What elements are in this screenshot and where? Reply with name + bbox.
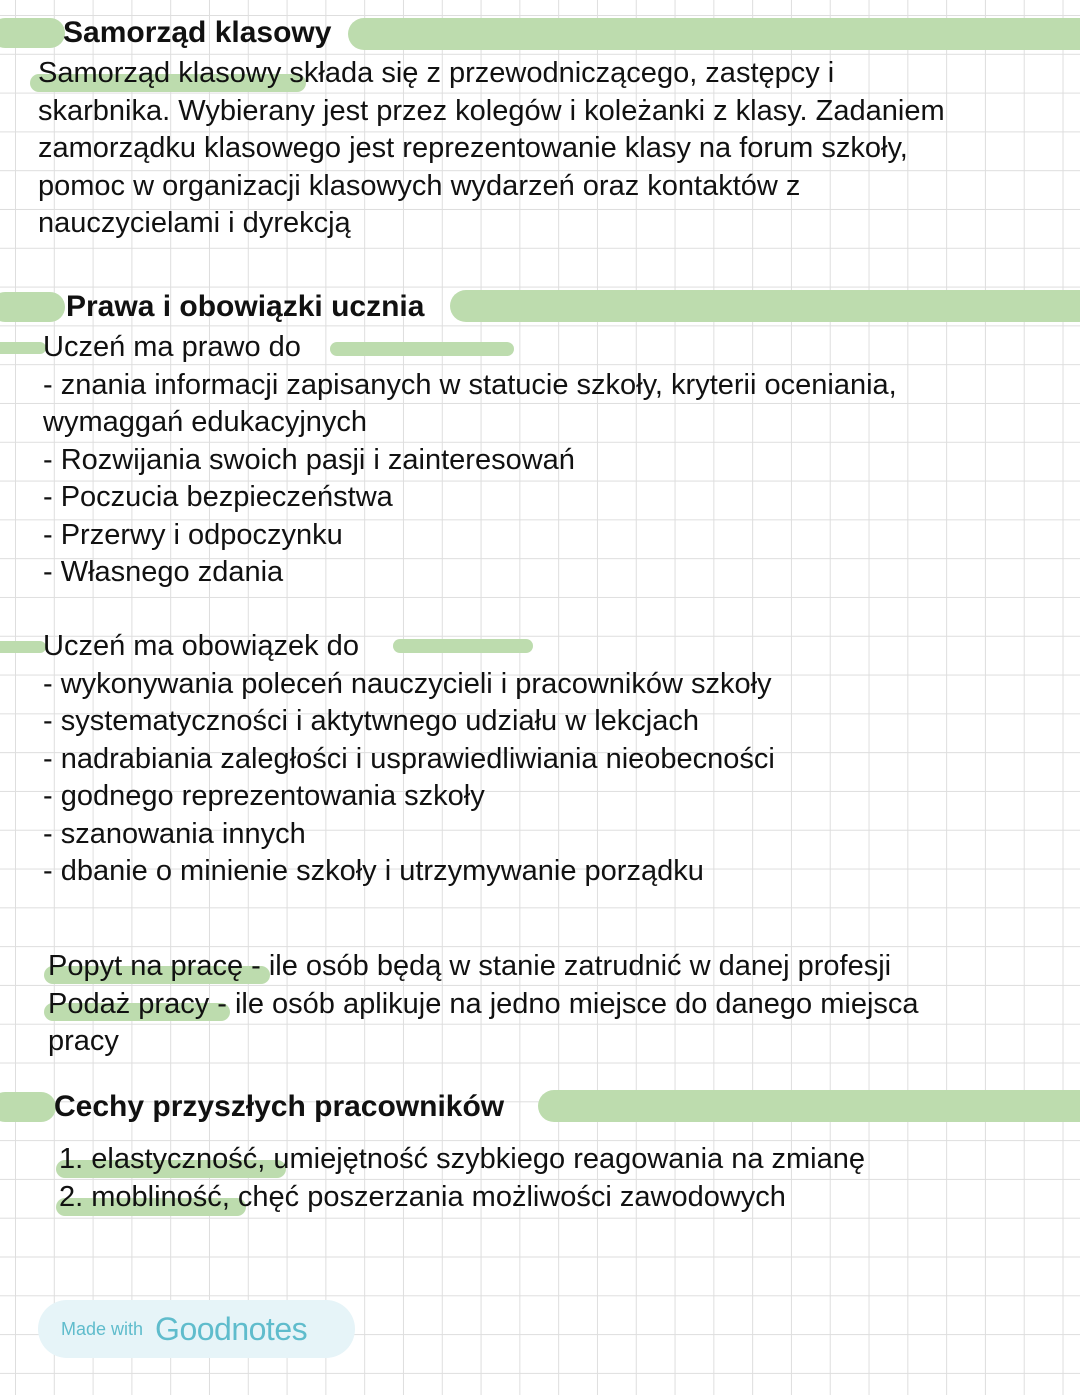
badge-made-with: Made with <box>61 1318 144 1339</box>
text-line: zamorządku klasowego jest reprezentowanie klasy na forum szkoły, <box>38 132 908 164</box>
section-title-samorzad: Samorząd klasowy <box>63 16 332 49</box>
list-item: - dbanie o minienie szkoły i utrzymywanie porządku <box>43 855 704 887</box>
section-title-prawa: Prawa i obowiązki ucznia <box>66 290 425 323</box>
highlight <box>0 1092 56 1122</box>
highlight <box>0 342 46 354</box>
list-item: - szanowania innych <box>43 817 306 850</box>
highlight <box>0 18 65 48</box>
description: , umiejętność szybkiego reagowania na zmianę <box>257 1143 865 1175</box>
rights-heading: Uczeń ma prawo do <box>43 331 301 363</box>
list-item: - Przerwy i odpoczynku <box>43 518 343 551</box>
term: 2. mobliność <box>59 1180 222 1213</box>
traits-list <box>59 1141 865 1216</box>
list-item <box>59 1141 865 1179</box>
text-line: Samorząd klasowy składa się z przewodniczącego, zastępcy i <box>38 57 835 89</box>
samorzad-paragraph <box>38 55 945 243</box>
duties-list <box>43 628 775 891</box>
term: 1. elastyczność <box>59 1143 258 1175</box>
list-item: - Rozwijania swoich pasji i zainteresowań <box>43 443 575 476</box>
duties-heading: Uczeń ma obowiązek do <box>43 630 359 662</box>
term: Podaż pracy <box>48 987 210 1020</box>
definition-continued: pracy <box>48 1025 119 1057</box>
rights-list <box>43 329 897 592</box>
highlight <box>0 292 65 322</box>
list-item: - Własnego zdania <box>43 556 284 588</box>
text-line: nauczycielami i dyrekcją <box>38 207 351 239</box>
definition: - ile osób aplikuje na jedno miejsce do danego miejsca <box>209 987 919 1020</box>
highlight <box>0 641 46 653</box>
highlight <box>450 290 1080 322</box>
description: , chęć poszerzania możliwości zawodowych <box>221 1180 786 1213</box>
definitions <box>48 948 919 1061</box>
text-line: skarbnika. Wybierany jest przez kolegów i koleżanki z klasy. Zadaniem <box>38 94 945 127</box>
list-item: - nadrabiania zaległości i usprawiedliwiania nieobecności <box>43 742 775 775</box>
highlight <box>348 18 1080 50</box>
list-item: - Poczucia bezpieczeństwa <box>43 481 393 513</box>
definition: - ile osób będą w stanie zatrudnić w danej profesji <box>243 950 892 982</box>
highlight <box>538 1090 1080 1122</box>
definition-demand <box>48 948 919 986</box>
text-line: pomoc w organizacji klasowych wydarzeń oraz kontaktów z <box>38 169 801 202</box>
section-title-cechy: Cechy przyszłych pracowników <box>54 1090 505 1123</box>
list-item: - wykonywania poleceń nauczycieli i pracowników szkoły <box>43 667 772 700</box>
list-item: - systematyczności i aktytwnego udziału w lekcjach <box>43 705 699 737</box>
list-item: - godnego reprezentowania szkoły <box>43 780 485 812</box>
list-item: wymaggań edukacyjnych <box>43 406 368 438</box>
term: Popyt na pracę <box>48 950 244 982</box>
definition-supply <box>48 986 919 1024</box>
list-item: - znania informacji zapisanych w statucie szkoły, kryterii oceniania, <box>43 368 897 401</box>
list-item <box>59 1179 865 1217</box>
badge-brand-logo: Goodnotes <box>155 1310 308 1347</box>
goodnotes-badge <box>38 1300 355 1358</box>
